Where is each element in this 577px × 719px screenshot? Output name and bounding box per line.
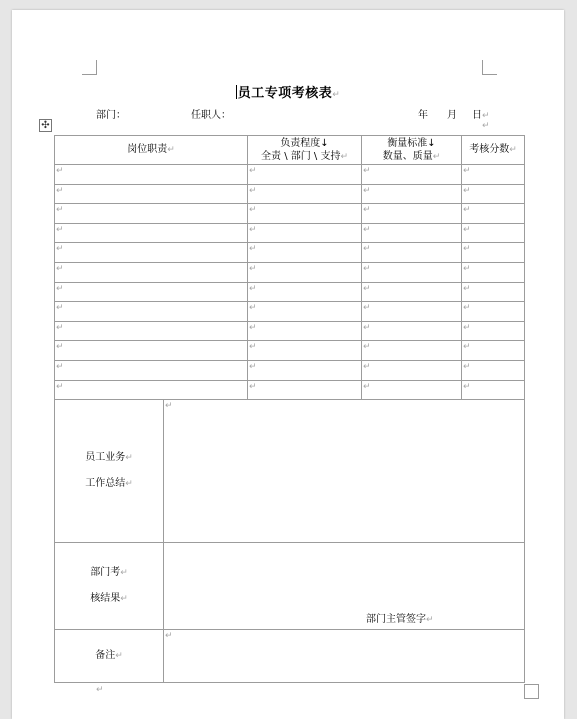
table-row [55,262,525,282]
col-header-duty[interactable]: 岗位职责↵ [55,136,248,165]
notes-row [55,630,525,683]
duty-cell[interactable]: ↵ [55,282,248,302]
duty-cell[interactable]: ↵ [55,204,248,224]
duty-cell[interactable]: ↵ [55,380,248,400]
duty-cell[interactable]: ↵ [55,223,248,243]
responsibility-cell[interactable]: ↵ [248,321,362,341]
col-header-score[interactable]: 考核分数↵ [462,136,525,165]
col-header-responsibility[interactable]: 负责程度↓ 全责 \ 部门 \ 支持↵ [248,136,362,165]
table-row [55,243,525,263]
duty-cell[interactable]: ↵ [55,243,248,263]
score-cell[interactable]: ↵ [462,165,525,185]
person-label: 任职人： [191,110,231,121]
responsibility-cell[interactable]: ↵ [248,204,362,224]
text-cursor [236,85,237,99]
table-row [55,204,525,224]
review-label: 部门考↵ 核结果↵ [55,543,164,630]
table-row [55,165,525,185]
score-cell[interactable]: ↵ [462,380,525,400]
notes-label: 备注↵ [55,630,164,683]
score-cell[interactable]: ↵ [462,184,525,204]
measure-cell[interactable]: ↵ [362,341,462,361]
month-label: 月 [447,110,457,121]
duty-cell[interactable]: ↵ [55,165,248,185]
signature-label: 部门主管签字↵ [366,614,434,626]
score-cell[interactable]: ↵ [462,262,525,282]
margin-corner-top-left [82,60,97,75]
year-label: 年 [418,110,428,121]
col-header-measure[interactable]: 衡量标准↓ 数量、质量↵ [362,136,462,165]
score-cell[interactable]: ↵ [462,321,525,341]
duty-cell[interactable]: ↵ [55,360,248,380]
paragraph-mark: ↵ [332,90,341,100]
notes-input-cell[interactable]: ↵ [164,630,525,683]
document-page [12,10,564,719]
summary-input-cell[interactable]: ↵ [164,400,525,543]
responsibility-cell[interactable]: ↵ [248,165,362,185]
duty-cell[interactable]: ↵ [55,262,248,282]
measure-cell[interactable]: ↵ [362,380,462,400]
duty-cell[interactable]: ↵ [55,302,248,322]
score-cell[interactable]: ↵ [462,282,525,302]
table-row [55,223,525,243]
duty-cell[interactable]: ↵ [55,184,248,204]
table-row [55,341,525,361]
summary-row [55,400,525,543]
responsibility-cell[interactable]: ↵ [248,184,362,204]
responsibility-cell[interactable]: ↵ [248,302,362,322]
table-row [55,380,525,400]
score-cell[interactable]: ↵ [462,360,525,380]
margin-corner-top-right [482,60,497,75]
table-move-handle-icon[interactable]: ✣ [39,119,52,132]
measure-cell[interactable]: ↵ [362,184,462,204]
table-row [55,184,525,204]
measure-cell[interactable]: ↵ [362,302,462,322]
responsibility-cell[interactable]: ↵ [248,360,362,380]
measure-cell[interactable]: ↵ [362,360,462,380]
measure-cell[interactable]: ↵ [362,282,462,302]
table-row [55,282,525,302]
table-row [55,302,525,322]
measure-cell[interactable]: ↵ [362,165,462,185]
document-title[interactable]: 员工专项考核表↵ [237,86,341,101]
table-resize-handle[interactable] [524,684,539,699]
review-row [55,543,525,630]
paragraph-mark: ↵ [482,121,490,131]
score-cell[interactable]: ↵ [462,204,525,224]
score-cell[interactable]: ↵ [462,341,525,361]
measure-cell[interactable]: ↵ [362,321,462,341]
score-cell[interactable]: ↵ [462,223,525,243]
table-row [55,360,525,380]
dept-label: 部门： [96,110,126,121]
measure-cell[interactable]: ↵ [362,243,462,263]
responsibility-cell[interactable]: ↵ [248,341,362,361]
day-label: 日↵ [472,110,490,121]
paragraph-mark: ↵ [96,685,104,695]
responsibility-cell[interactable]: ↵ [248,380,362,400]
score-cell[interactable]: ↵ [462,243,525,263]
score-cell[interactable]: ↵ [462,302,525,322]
measure-cell[interactable]: ↵ [362,223,462,243]
duty-cell[interactable]: ↵ [55,341,248,361]
measure-cell[interactable]: ↵ [362,262,462,282]
review-input-cell[interactable] [164,543,525,630]
duty-cell[interactable]: ↵ [55,321,248,341]
assessment-table [54,135,525,683]
measure-cell[interactable]: ↵ [362,204,462,224]
responsibility-cell[interactable]: ↵ [248,243,362,263]
table-header-row [55,136,525,165]
table-row [55,321,525,341]
responsibility-cell[interactable]: ↵ [248,262,362,282]
responsibility-cell[interactable]: ↵ [248,223,362,243]
summary-label: 员工业务↵ 工作总结↵ [55,400,164,543]
paragraph-mark: ↵ [482,111,490,121]
responsibility-cell[interactable]: ↵ [248,282,362,302]
